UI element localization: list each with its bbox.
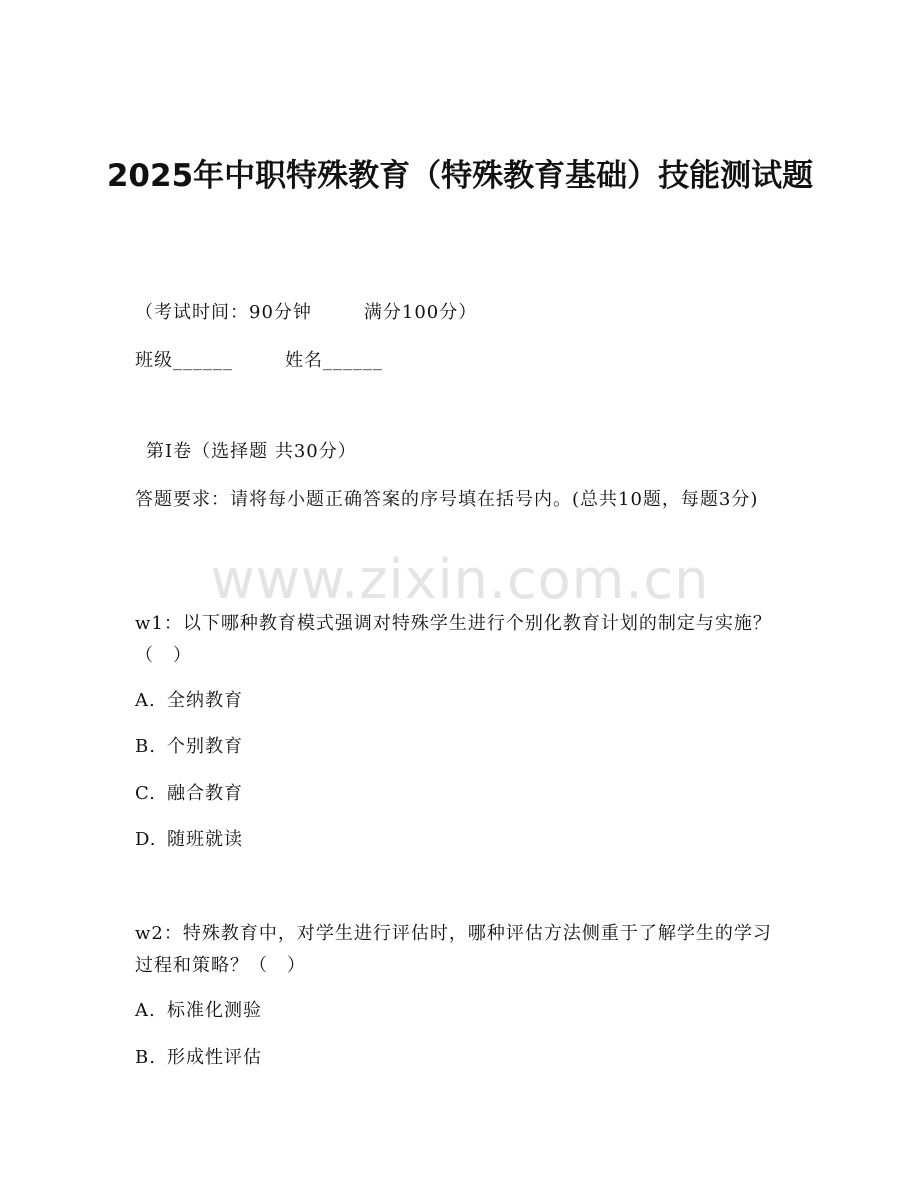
option-text: 全纳教育 (167, 690, 243, 711)
watermark: www.zixin.com.cn (210, 548, 710, 611)
option-letter: A. (135, 1000, 156, 1021)
option-letter: B. (135, 1047, 156, 1068)
option-letter: D. (135, 829, 157, 850)
option-1-d (135, 825, 243, 855)
class-field: 班级______ (135, 350, 233, 371)
option-1-b (135, 732, 243, 762)
option-letter: A. (135, 690, 156, 711)
option-2-b (135, 1043, 262, 1073)
full-score: 满分100分） (363, 302, 478, 323)
option-text: 随班就读 (167, 829, 243, 850)
student-info (135, 346, 383, 376)
instructions: 答题要求：请将每小题正确答案的序号填在括号内。(总共10题，每题3分) (135, 489, 759, 510)
page-title: 2025年中职特殊教育（特殊教育基础）技能测试题 (106, 158, 814, 194)
option-text: 个别教育 (167, 736, 243, 757)
option-1-a (135, 686, 243, 716)
option-letter: B. (135, 736, 156, 757)
section-heading: 第I卷（选择题 共30分） (146, 441, 357, 462)
exam-info (135, 298, 477, 328)
option-2-a (135, 996, 262, 1026)
question-stem-1: w1：以下哪种教育模式强调对特殊学生进行个别化教育计划的制定与实施？（ ） (135, 613, 772, 666)
option-text: 标准化测验 (167, 1000, 262, 1021)
option-letter: C. (135, 783, 156, 804)
option-text: 融合教育 (167, 783, 243, 804)
question-stem-2: w2：特殊教育中，对学生进行评估时，哪种评估方法侧重于了解学生的学习过程和策略？（ ） (135, 923, 772, 976)
name-field: 姓名______ (285, 350, 383, 371)
exam-time: （考试时间：90分钟 (135, 302, 312, 323)
option-1-c (135, 779, 243, 809)
option-text: 形成性评估 (167, 1047, 262, 1068)
